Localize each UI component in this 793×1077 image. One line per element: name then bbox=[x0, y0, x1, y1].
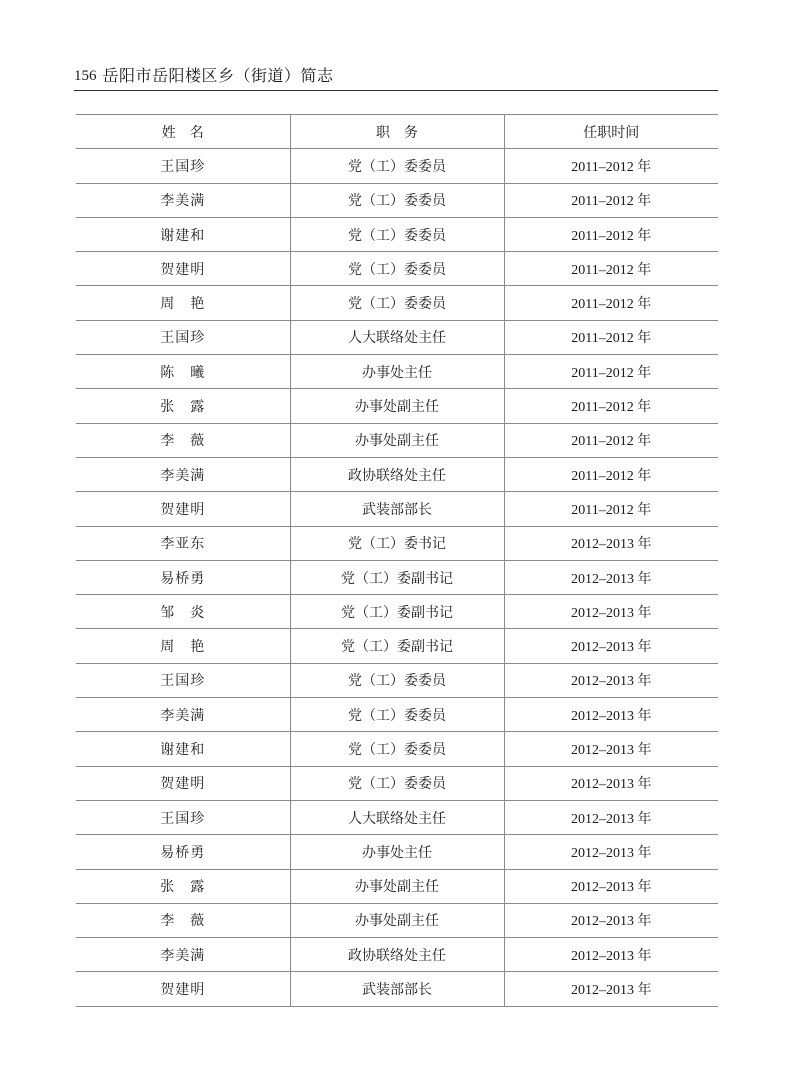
table-row bbox=[76, 903, 718, 937]
term-cell: 2011–2012 年 bbox=[504, 423, 718, 457]
table-row bbox=[76, 389, 718, 423]
table-row bbox=[76, 252, 718, 286]
position-cell: 办事处副主任 bbox=[290, 423, 504, 457]
term-cell: 2011–2012 年 bbox=[504, 320, 718, 354]
name-cell: 王国珍 bbox=[76, 320, 290, 354]
position-cell: 办事处主任 bbox=[290, 355, 504, 389]
table-row bbox=[76, 938, 718, 972]
position-cell: 办事处副主任 bbox=[290, 903, 504, 937]
name-cell: 李美满 bbox=[76, 183, 290, 217]
name-cell: 易桥勇 bbox=[76, 560, 290, 594]
running-header bbox=[74, 62, 718, 91]
name-cell: 李 薇 bbox=[76, 423, 290, 457]
column-header-term: 任职时间 bbox=[504, 115, 718, 149]
table-header-row bbox=[76, 115, 718, 149]
term-cell: 2011–2012 年 bbox=[504, 492, 718, 526]
position-cell: 人大联络处主任 bbox=[290, 800, 504, 834]
table-row bbox=[76, 835, 718, 869]
term-cell: 2011–2012 年 bbox=[504, 286, 718, 320]
term-cell: 2011–2012 年 bbox=[504, 389, 718, 423]
table-row bbox=[76, 595, 718, 629]
name-cell: 李亚东 bbox=[76, 526, 290, 560]
position-cell: 人大联络处主任 bbox=[290, 320, 504, 354]
book-title: 岳阳市岳阳楼区乡（街道）简志 bbox=[102, 66, 334, 85]
position-cell: 党（工）委委员 bbox=[290, 286, 504, 320]
column-header-position: 职 务 bbox=[290, 115, 504, 149]
position-cell: 政协联络处主任 bbox=[290, 938, 504, 972]
position-cell: 党（工）委委员 bbox=[290, 766, 504, 800]
name-cell: 张 露 bbox=[76, 869, 290, 903]
term-cell: 2012–2013 年 bbox=[504, 629, 718, 663]
term-cell: 2011–2012 年 bbox=[504, 183, 718, 217]
term-cell: 2012–2013 年 bbox=[504, 526, 718, 560]
term-cell: 2012–2013 年 bbox=[504, 800, 718, 834]
table-row bbox=[76, 869, 718, 903]
name-cell: 李美满 bbox=[76, 457, 290, 491]
name-cell: 谢建和 bbox=[76, 732, 290, 766]
table-row bbox=[76, 663, 718, 697]
table-row bbox=[76, 183, 718, 217]
position-cell: 办事处主任 bbox=[290, 835, 504, 869]
table-row bbox=[76, 149, 718, 183]
term-cell: 2012–2013 年 bbox=[504, 595, 718, 629]
name-cell: 李 薇 bbox=[76, 903, 290, 937]
position-cell: 党（工）委副书记 bbox=[290, 560, 504, 594]
term-cell: 2011–2012 年 bbox=[504, 457, 718, 491]
term-cell: 2012–2013 年 bbox=[504, 972, 718, 1006]
term-cell: 2012–2013 年 bbox=[504, 869, 718, 903]
page-number: 156 bbox=[74, 68, 97, 84]
table-row bbox=[76, 320, 718, 354]
term-cell: 2012–2013 年 bbox=[504, 903, 718, 937]
name-cell: 王国珍 bbox=[76, 800, 290, 834]
position-cell: 党（工）委委员 bbox=[290, 183, 504, 217]
term-cell: 2012–2013 年 bbox=[504, 766, 718, 800]
term-cell: 2012–2013 年 bbox=[504, 698, 718, 732]
name-cell: 陈 曦 bbox=[76, 355, 290, 389]
term-cell: 2012–2013 年 bbox=[504, 663, 718, 697]
table-row bbox=[76, 732, 718, 766]
term-cell: 2011–2012 年 bbox=[504, 149, 718, 183]
table-row bbox=[76, 492, 718, 526]
position-cell: 党（工）委委员 bbox=[290, 663, 504, 697]
name-cell: 王国珍 bbox=[76, 663, 290, 697]
table-row bbox=[76, 560, 718, 594]
term-cell: 2012–2013 年 bbox=[504, 938, 718, 972]
table-body bbox=[76, 149, 718, 1006]
table-row bbox=[76, 526, 718, 560]
position-cell: 党（工）委委员 bbox=[290, 698, 504, 732]
table-row bbox=[76, 286, 718, 320]
term-cell: 2011–2012 年 bbox=[504, 355, 718, 389]
table-row bbox=[76, 457, 718, 491]
name-cell: 李美满 bbox=[76, 698, 290, 732]
name-cell: 周 艳 bbox=[76, 286, 290, 320]
officials-table bbox=[76, 114, 718, 1007]
table-row bbox=[76, 698, 718, 732]
position-cell: 党（工）委书记 bbox=[290, 526, 504, 560]
term-cell: 2011–2012 年 bbox=[504, 252, 718, 286]
name-cell: 李美满 bbox=[76, 938, 290, 972]
name-cell: 贺建明 bbox=[76, 766, 290, 800]
table-row bbox=[76, 972, 718, 1006]
table-row bbox=[76, 800, 718, 834]
name-cell: 周 艳 bbox=[76, 629, 290, 663]
position-cell: 党（工）委副书记 bbox=[290, 629, 504, 663]
table-row bbox=[76, 217, 718, 251]
table-row bbox=[76, 423, 718, 457]
name-cell: 王国珍 bbox=[76, 149, 290, 183]
position-cell: 党（工）委委员 bbox=[290, 149, 504, 183]
table-row bbox=[76, 629, 718, 663]
table-row bbox=[76, 766, 718, 800]
term-cell: 2012–2013 年 bbox=[504, 560, 718, 594]
name-cell: 贺建明 bbox=[76, 972, 290, 1006]
position-cell: 政协联络处主任 bbox=[290, 457, 504, 491]
name-cell: 贺建明 bbox=[76, 252, 290, 286]
position-cell: 党（工）委副书记 bbox=[290, 595, 504, 629]
term-cell: 2012–2013 年 bbox=[504, 732, 718, 766]
term-cell: 2012–2013 年 bbox=[504, 835, 718, 869]
name-cell: 谢建和 bbox=[76, 217, 290, 251]
column-header-name: 姓 名 bbox=[76, 115, 290, 149]
name-cell: 张 露 bbox=[76, 389, 290, 423]
table-row bbox=[76, 355, 718, 389]
position-cell: 办事处副主任 bbox=[290, 389, 504, 423]
position-cell: 党（工）委委员 bbox=[290, 217, 504, 251]
position-cell: 党（工）委委员 bbox=[290, 252, 504, 286]
name-cell: 贺建明 bbox=[76, 492, 290, 526]
position-cell: 武装部部长 bbox=[290, 972, 504, 1006]
position-cell: 办事处副主任 bbox=[290, 869, 504, 903]
position-cell: 武装部部长 bbox=[290, 492, 504, 526]
name-cell: 邹 炎 bbox=[76, 595, 290, 629]
term-cell: 2011–2012 年 bbox=[504, 217, 718, 251]
position-cell: 党（工）委委员 bbox=[290, 732, 504, 766]
name-cell: 易桥勇 bbox=[76, 835, 290, 869]
